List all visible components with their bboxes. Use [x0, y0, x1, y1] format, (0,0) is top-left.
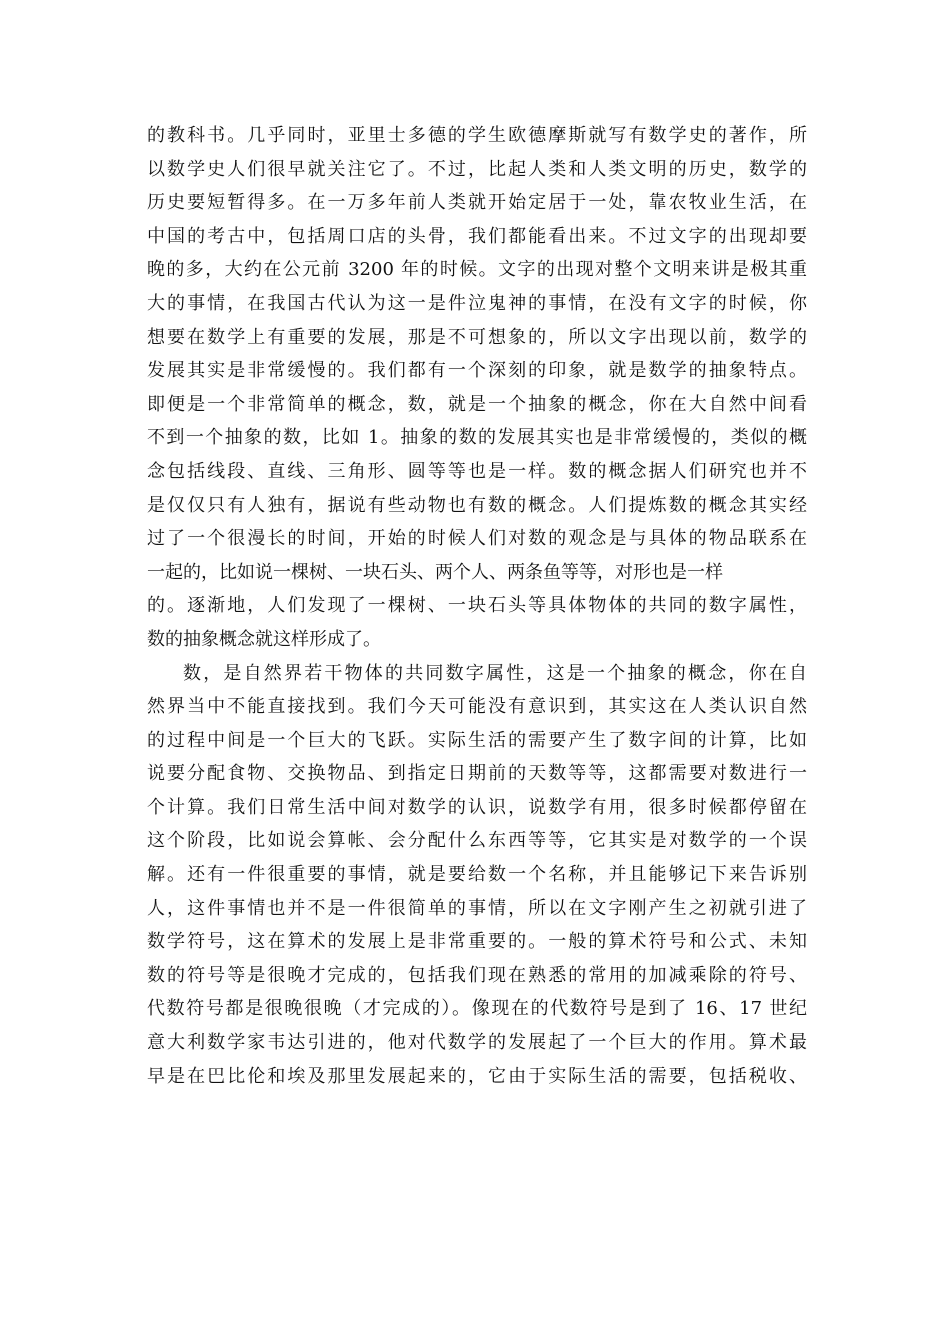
text-line: 过了一个很漫长的时间，开始的时候人们对数的观念是与具体的物品联系在	[147, 528, 807, 550]
text-line: 想要在数学上有重要的发展，那是不可想象的，所以文字出现以前，数学的	[147, 326, 807, 348]
text-line: 数的抽象概念就这样形成了。	[147, 628, 381, 650]
text-line: 一起的，比如说一棵树、一块石头、两个人、两条鱼等等，对形也是一样	[147, 561, 723, 583]
text-line: 是仅仅只有人独有，据说有些动物也有数的概念。人们提炼数的概念其实经	[147, 494, 807, 516]
text-line: 发展其实是非常缓慢的。我们都有一个深刻的印象，就是数学的抽象特点。	[147, 360, 807, 382]
text-line: 不到一个抽象的数，比如 1。抽象的数的发展其实也是非常缓慢的，类似的概	[147, 427, 807, 449]
text-line: 解。还有一件很重要的事情，就是要给数一个名称，并且能够记下来告诉别	[147, 864, 807, 886]
paragraph-1	[147, 119, 807, 657]
text-line: 即便是一个非常简单的概念，数，就是一个抽象的概念，你在大自然中间看	[147, 393, 807, 415]
text-line: 晚的多，大约在公元前 3200 年的时候。文字的出现对整个文明来讲是极其重	[147, 259, 807, 281]
text-line: 的。逐渐地，人们发现了一棵树、一块石头等具体物体的共同的数字属性，	[147, 595, 807, 617]
text-line: 数的符号等是很晚才完成的，包括我们现在熟悉的常用的加减乘除的符号、	[147, 964, 807, 986]
text-line: 代数符号都是很晚很晚（才完成的）。像现在的代数符号是到了 16、17 世纪	[147, 998, 807, 1020]
text-line: 以数学史人们很早就关注它了。不过，比起人类和人类文明的历史，数学的	[147, 158, 807, 180]
text-line: 大的事情，在我国古代认为这一是件泣鬼神的事情，在没有文字的时候，你	[147, 292, 807, 314]
text-line: 念包括线段、直线、三角形、圆等等也是一样。数的概念据人们研究也并不	[147, 460, 807, 482]
body-text	[147, 119, 807, 1093]
text-line: 这个阶段，比如说会算帐、会分配什么东西等等，它其实是对数学的一个误	[147, 830, 807, 852]
text-line: 人，这件事情也并不是一件很简单的事情，所以在文字刚产生之初就引进了	[147, 897, 807, 919]
text-line: 的过程中间是一个巨大的飞跃。实际生活的需要产生了数字间的计算，比如	[147, 729, 807, 751]
text-line: 意大利数学家韦达引进的，他对代数学的发展起了一个巨大的作用。算术最	[147, 1032, 807, 1054]
text-line: 早是在巴比伦和埃及那里发展起来的，它由于实际生活的需要，包括税收、	[147, 1065, 807, 1087]
text-line: 中国的考古中，包括周口店的头骨，我们都能看出来。不过文字的出现却要	[147, 225, 807, 247]
text-line: 历史要短暂得多。在一万多年前人类就开始定居于一处，靠农牧业生活，在	[147, 192, 807, 214]
text-line: 个计算。我们日常生活中间对数学的认识，说数学有用，很多时候都停留在	[147, 796, 807, 818]
text-line: 然界当中不能直接找到。我们今天可能没有意识到，其实这在人类认识自然	[147, 696, 807, 718]
text-line: 数学符号，这在算术的发展上是非常重要的。一般的算术符号和公式、未知	[147, 931, 807, 953]
text-line: 数，是自然界若干物体的共同数字属性，这是一个抽象的概念，你在自	[183, 662, 807, 684]
paragraph-2	[147, 657, 807, 1094]
text-line: 说要分配食物、交换物品、到指定日期前的天数等等，这都需要对数进行一	[147, 763, 807, 785]
text-line: 的教科书。几乎同时，亚里士多德的学生欧德摩斯就写有数学史的著作，所	[147, 125, 807, 146]
